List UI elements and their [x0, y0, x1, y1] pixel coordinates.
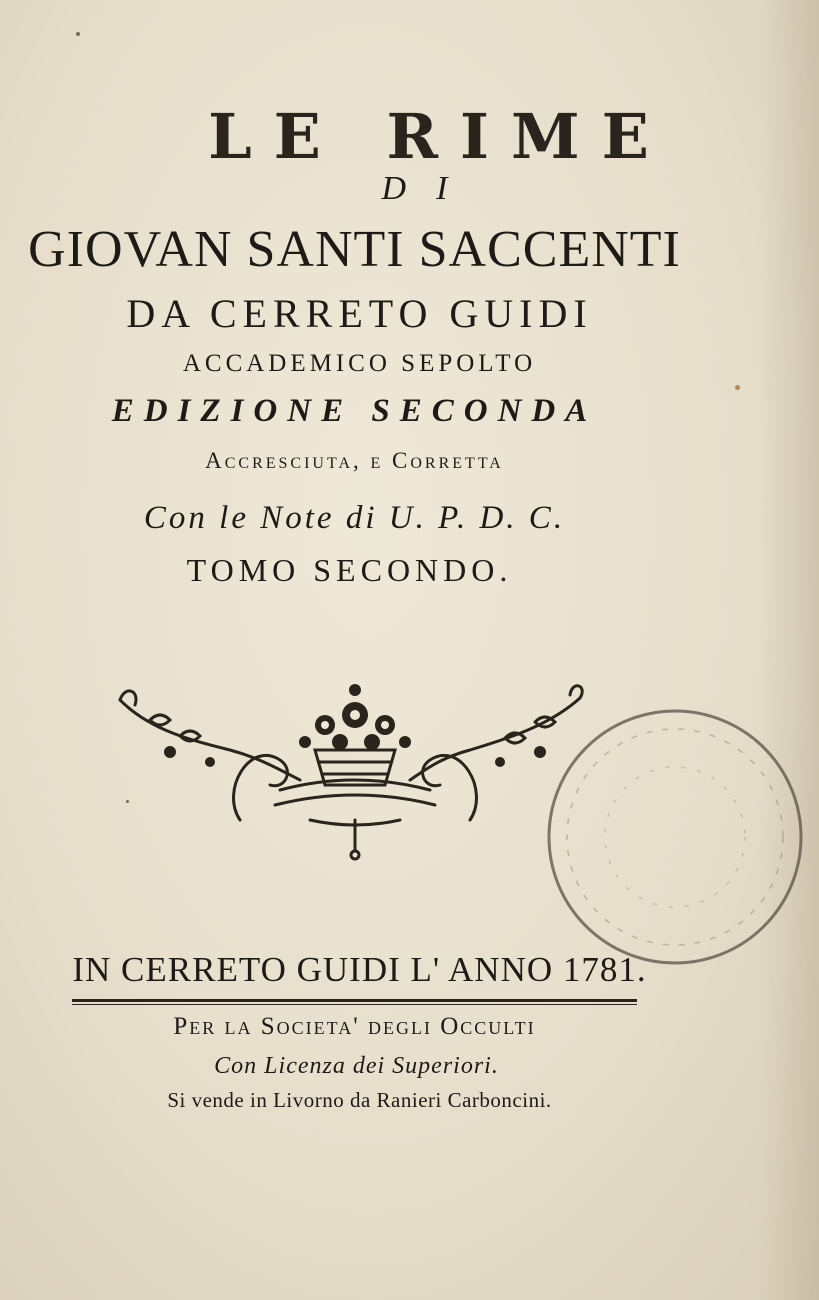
book-title: LE RIME	[208, 100, 671, 173]
author-name: GIOVAN SANTI SACCENTI	[28, 221, 681, 278]
notes-credit: Con le Note di U. P. D. C.	[143, 500, 566, 536]
imprint-rule-thin	[72, 1004, 637, 1009]
paper-speck	[76, 32, 80, 36]
license-note: Con Licenza dei Superiori.	[214, 1053, 499, 1079]
publisher: Per la Societa' degli Occulti	[173, 1013, 536, 1040]
author-affiliation: ACCADEMICO SEPOLTO	[182, 350, 537, 377]
volume-label: TOMO SECONDO.	[186, 552, 513, 588]
library-stamp-icon	[543, 705, 808, 970]
edition-note: Accresciuta, e Corretta	[205, 448, 504, 473]
paper-speck	[735, 385, 740, 390]
author-origin: DA CERRETO GUIDI	[126, 291, 593, 336]
seller-note: Si vende in Livorno da Ranieri Carboncini.	[167, 1088, 552, 1112]
title-connector: DI	[381, 170, 478, 207]
edition-label: EDIZIONE SECONDA	[111, 393, 598, 429]
imprint-place-year: IN CERRETO GUIDI L' ANNO 1781.	[72, 950, 647, 989]
flower-basket-ornament-icon	[110, 670, 600, 870]
